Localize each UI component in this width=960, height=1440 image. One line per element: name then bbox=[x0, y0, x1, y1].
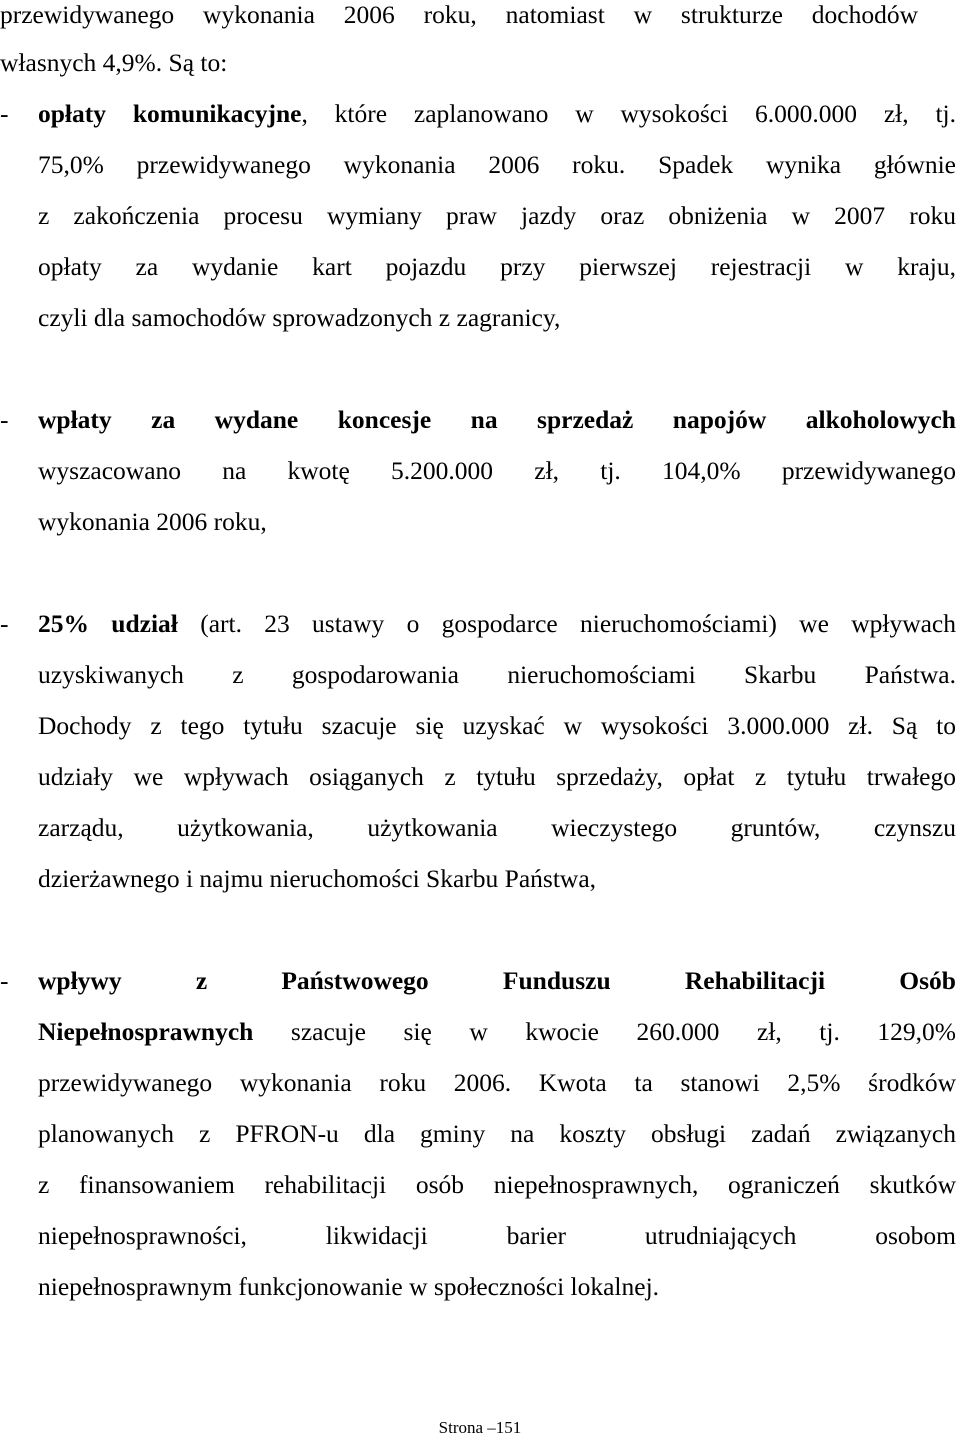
bullet-3-text-6: dzierżawnego i najmu nieruchomości Skarbu Państwa, bbox=[38, 864, 597, 893]
bullet-4-line-3 bbox=[38, 1068, 956, 1098]
bullet-3-rest: (art. 23 ustawy o gospodarce nieruchomościami) we wpływach bbox=[177, 609, 957, 638]
bullet-3-text-5: zarządu, użytkowania, użytkowania wieczystego gruntów, czynszu bbox=[38, 813, 956, 842]
bullet-4-text-3b: Kwota ta stanowi 2,5% środków bbox=[511, 1068, 956, 1097]
bullet-1-line-3 bbox=[38, 201, 956, 231]
bullet-3-line-1 bbox=[38, 609, 956, 639]
bullet-3-line-5 bbox=[38, 813, 956, 843]
bullet-4-text-3a: przewidywanego wykonania roku 2006. bbox=[38, 1068, 512, 1097]
bullet-dash: - bbox=[0, 966, 9, 995]
bullet-4-line-4 bbox=[38, 1119, 956, 1149]
bullet-4-bold-2: Niepełnosprawnych bbox=[38, 1017, 254, 1046]
bullet-2-line-1 bbox=[38, 405, 956, 435]
bullet-1-line-4 bbox=[38, 252, 956, 282]
bullet-1-bold: opłaty komunikacyjne bbox=[38, 99, 302, 128]
bullet-dash: - bbox=[0, 405, 9, 434]
bullet-3-text-3b: Są to bbox=[872, 711, 956, 740]
bullet-3-line-4 bbox=[38, 762, 956, 792]
bullet-3-text-4: udziały we wpływach osiąganych z tytułu sprzedaży, opłat z tytułu trwałego bbox=[38, 762, 956, 791]
bullet-2-text-3: wykonania 2006 roku, bbox=[38, 507, 267, 536]
intro-text-1: przewidywanego wykonania 2006 roku, natomiast w strukturze dochodów bbox=[0, 0, 918, 29]
bullet-1-text-4: opłaty za wydanie kart pojazdu przy pierwszej rejestracji w kraju, bbox=[38, 252, 956, 281]
bullet-1-line-5 bbox=[38, 303, 956, 333]
bullet-4-text-7: niepełnosprawnym funkcjonowanie w społeczności lokalnej. bbox=[38, 1272, 660, 1301]
bullet-4-line-2 bbox=[38, 1017, 956, 1047]
bullet-2-line-2 bbox=[38, 456, 956, 486]
bullet-4-text-5: z finansowaniem rehabilitacji osób niepełnosprawnych, ograniczeń skutków bbox=[38, 1170, 956, 1199]
bullet-1-line-2a: 75,0% przewidywanego wykonania 2006 roku. bbox=[38, 150, 626, 179]
bullet-1-line-1 bbox=[38, 99, 956, 129]
bullet-1-line-2b: Spadek wynika głównie bbox=[625, 150, 956, 179]
bullet-1-line-2 bbox=[38, 150, 956, 180]
bullet-3-line-6 bbox=[38, 864, 956, 894]
bullet-4-rest-2: szacuje się w kwocie 260.000 zł, tj. 129,0% bbox=[253, 1017, 956, 1046]
bullet-4-line-7 bbox=[38, 1272, 956, 1302]
bullet-2-text-2: wyszacowano na kwotę 5.200.000 zł, tj. 104,0% przewidywanego bbox=[38, 456, 956, 485]
bullet-4-text-4: planowanych z PFRON-u dla gminy na koszty obsługi zadań związanych bbox=[38, 1119, 956, 1148]
bullet-3-text-3a: Dochody z tego tytułu szacuje się uzyskać w wysokości 3.000.000 zł. bbox=[38, 711, 873, 740]
bullet-3-line-3 bbox=[38, 711, 956, 741]
intro-line-2 bbox=[0, 48, 918, 78]
intro-line-1 bbox=[0, 0, 918, 30]
page-number-footer: Strona –151 bbox=[438, 1418, 522, 1437]
bullet-dash: - bbox=[0, 99, 9, 128]
bullet-4-line-1 bbox=[38, 966, 956, 996]
bullet-4-bold-1: wpływy z Państwowego Funduszu Rehabilitacji Osób bbox=[38, 966, 956, 995]
intro-text-2: własnych 4,9%. Są to: bbox=[0, 48, 228, 77]
bullet-4-line-5 bbox=[38, 1170, 956, 1200]
bullet-1-text-5: czyli dla samochodów sprowadzonych z zagranicy, bbox=[38, 303, 561, 332]
bullet-4-text-6: niepełnosprawności, likwidacji barier utrudniających osobom bbox=[38, 1221, 956, 1250]
bullet-dash: - bbox=[0, 609, 9, 638]
bullet-4-line-6 bbox=[38, 1221, 956, 1251]
bullet-3-bold: 25% udział bbox=[38, 609, 178, 638]
bullet-3-text-2: uzyskiwanych z gospodarowania nieruchomościami Skarbu Państwa. bbox=[38, 660, 956, 689]
bullet-1-rest: , które zaplanowano w wysokości 6.000.000 zł, tj. bbox=[301, 99, 957, 128]
bullet-2-bold: wpłaty za wydane koncesje na sprzedaż napojów alkoholowych bbox=[38, 405, 956, 434]
bullet-2-line-3 bbox=[38, 507, 956, 537]
bullet-1-text-3: z zakończenia procesu wymiany praw jazdy oraz obniżenia w 2007 roku bbox=[38, 201, 956, 230]
bullet-3-line-2 bbox=[38, 660, 956, 690]
